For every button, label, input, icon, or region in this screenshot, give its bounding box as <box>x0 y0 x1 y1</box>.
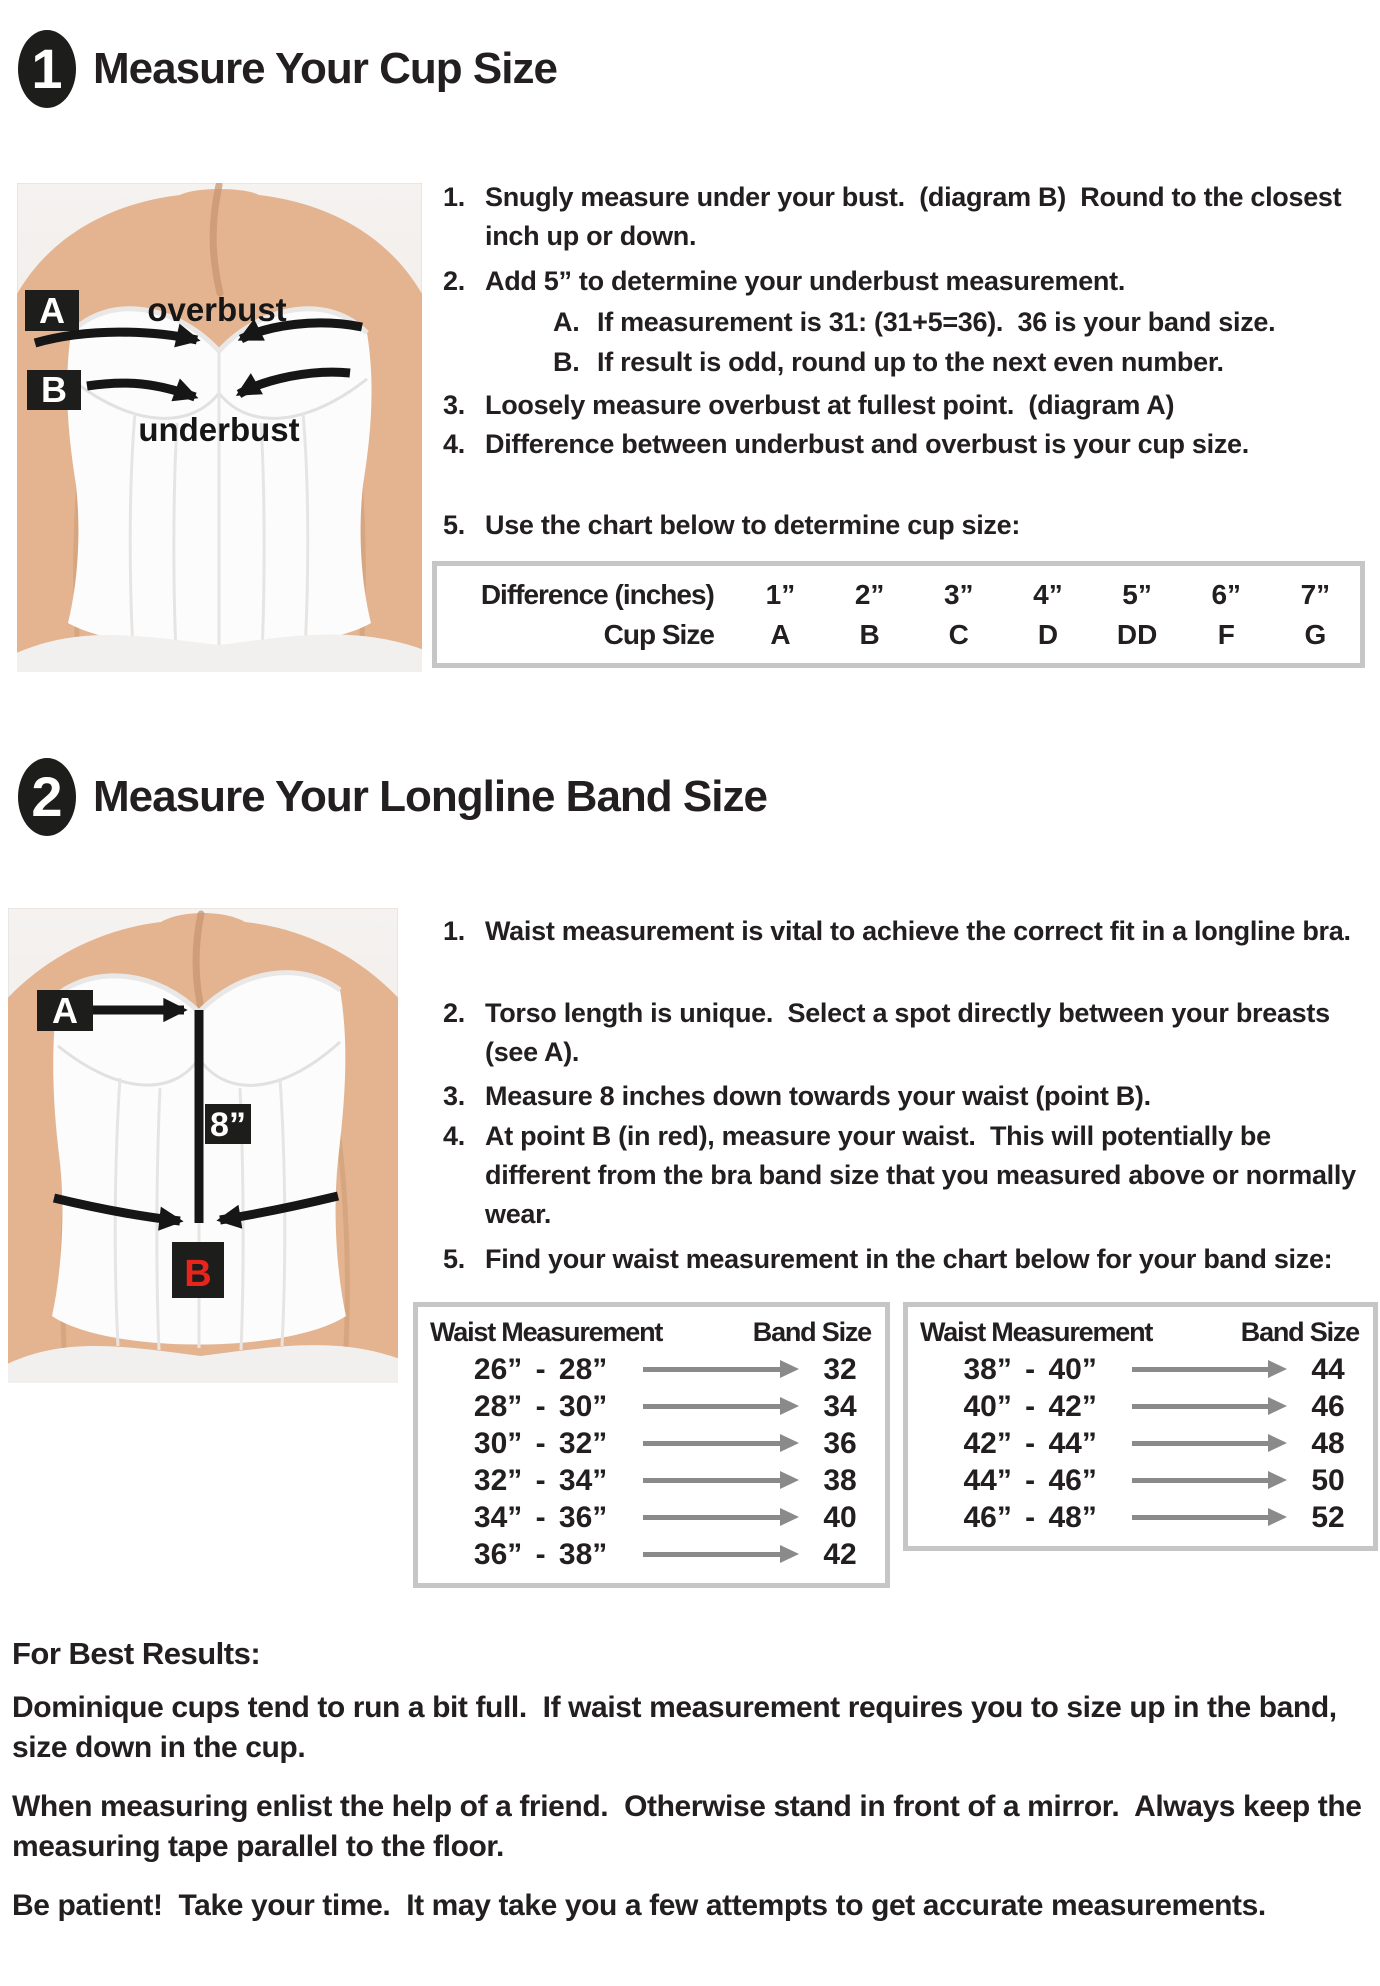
cup-size-value: A <box>770 618 791 650</box>
section2-heading <box>18 758 767 836</box>
band-size-value: 34 <box>823 1389 857 1423</box>
band-size-value: 44 <box>1311 1352 1345 1386</box>
band-chart-row <box>908 1462 1373 1499</box>
range-arrow-icon <box>643 1478 781 1483</box>
cup-step-3 <box>443 386 1378 425</box>
band-chart-row <box>418 1499 885 1536</box>
band-size-value: 48 <box>1311 1426 1345 1460</box>
cup-diagram-illustration <box>17 183 422 672</box>
step-text: Torso length is unique. Select a spot directly between your breasts (see A). <box>485 998 1345 1067</box>
step-text: If measurement is 31: (31+5=36). 36 is your band size. <box>597 307 1276 337</box>
range-arrow-icon <box>643 1441 781 1446</box>
waist-range: 32” - 34” <box>473 1463 608 1497</box>
band-chart-row <box>418 1388 885 1425</box>
band-chart-row <box>418 1351 885 1388</box>
cup-size-row-label: Cup Size <box>603 618 714 650</box>
difference-value: 2” <box>854 578 885 610</box>
cup-size-value: G <box>1304 618 1327 650</box>
band-size-value: 50 <box>1311 1463 1345 1497</box>
band-size-value: 38 <box>823 1463 857 1497</box>
step-text: Add 5” to determine your underbust measurement. <box>485 266 1126 296</box>
best-results-section <box>12 1636 1370 1926</box>
difference-value: 7” <box>1300 578 1331 610</box>
band-header: Band Size <box>752 1317 871 1347</box>
waist-range: 38” - 40” <box>963 1352 1097 1386</box>
band-chart-row <box>908 1425 1373 1462</box>
band-header: Band Size <box>1240 1317 1359 1347</box>
waist-range: 30” - 32” <box>473 1426 608 1460</box>
waist-range: 34” - 36” <box>473 1500 608 1534</box>
step-number: 1. <box>443 916 465 946</box>
chart-header <box>908 1313 1373 1351</box>
cup-step-1 <box>443 178 1378 256</box>
waist-range: 26” - 28” <box>473 1352 608 1386</box>
band-size-chart-right <box>903 1302 1378 1551</box>
step-text: Use the chart below to determine cup size: <box>485 510 1021 540</box>
range-arrow-icon <box>1132 1367 1269 1372</box>
band-step-3 <box>443 1077 1380 1116</box>
band-measurement-photo <box>8 908 398 1383</box>
range-arrow-icon <box>1132 1478 1269 1483</box>
band-chart-row <box>418 1462 885 1499</box>
overbust-label: overbust <box>147 291 287 328</box>
chart-header <box>418 1313 885 1351</box>
difference-value: 5” <box>1122 578 1152 610</box>
cup-size-chart <box>432 561 1365 668</box>
band-step-2 <box>443 994 1380 1072</box>
cup-size-value: D <box>1037 618 1059 650</box>
waist-range: 40” - 42” <box>963 1389 1097 1423</box>
band-size-chart-left <box>413 1302 890 1588</box>
waist-range: 36” - 38” <box>473 1537 608 1571</box>
section1-title: Measure Your Cup Size <box>93 44 557 93</box>
cup-measurement-photo <box>17 183 422 672</box>
underbust-label: underbust <box>138 411 300 448</box>
difference-row-label: Difference (inches) <box>480 578 714 610</box>
step-number: 2. <box>443 266 465 296</box>
cup-size-value: DD <box>1116 618 1158 650</box>
label-b: B <box>41 369 67 410</box>
note-paragraph: Be patient! Take your time. It may take you a few attempts to get accurate measurements. <box>12 1889 1266 1922</box>
cup-step-2b <box>553 343 1378 382</box>
band-chart-row <box>418 1425 885 1462</box>
label-b-red: B <box>184 1253 212 1295</box>
step-number: A. <box>553 307 580 337</box>
band-size-value: 46 <box>1311 1389 1345 1423</box>
difference-value: 4” <box>1033 578 1063 610</box>
cup-size-row <box>437 619 1360 651</box>
step-number: 4. <box>443 1121 465 1151</box>
waist-header: Waist Measurement <box>920 1317 1153 1347</box>
label-a: A <box>39 290 65 331</box>
step-number: B. <box>553 347 580 377</box>
band-size-value: 40 <box>823 1500 857 1534</box>
step-text: Difference between underbust and overbust is your cup size. <box>485 429 1249 459</box>
range-arrow-icon <box>643 1404 781 1409</box>
best-results-title: For Best Results: <box>12 1636 261 1671</box>
band-chart-row <box>908 1499 1373 1536</box>
waist-range: 44” - 46” <box>963 1463 1097 1497</box>
band-size-value: 42 <box>823 1537 857 1571</box>
step-text: At point B (in red), measure your waist. This will potentially be different from the bra band size that you measured above or normally wear. <box>485 1121 1363 1229</box>
step-number: 3. <box>443 1081 465 1111</box>
range-arrow-icon <box>1132 1515 1269 1520</box>
note-paragraph: When measuring enlist the help of a friend. Otherwise stand in front of a mirror. Always keep the measuring tape parallel to the floor. <box>12 1790 1370 1863</box>
section1-heading <box>18 30 557 108</box>
step-number: 4. <box>443 429 465 459</box>
cup-step-5 <box>443 506 1378 545</box>
note-paragraph: Dominique cups tend to run a bit full. If waist measurement requires you to size up in the band, size down in the cup. <box>12 1691 1345 1764</box>
range-arrow-icon <box>643 1515 781 1520</box>
step-number: 5. <box>443 1244 465 1274</box>
waist-range: 28” - 30” <box>473 1389 608 1423</box>
range-arrow-icon <box>643 1367 781 1372</box>
step-number: 3. <box>443 390 465 420</box>
band-size-value: 36 <box>823 1426 857 1460</box>
step-number: 1. <box>443 182 465 212</box>
step-text: Waist measurement is vital to achieve the correct fit in a longline bra. <box>485 916 1351 946</box>
cup-size-value: F <box>1217 618 1235 650</box>
step-text: If result is odd, round up to the next even number. <box>597 347 1224 377</box>
band-step-5 <box>443 1240 1380 1279</box>
band-step-1 <box>443 912 1380 951</box>
waist-header: Waist Measurement <box>430 1317 663 1347</box>
waist-range: 42” - 44” <box>963 1426 1097 1460</box>
band-size-value: 52 <box>1311 1500 1345 1534</box>
step-text: Measure 8 inches down towards your waist (point B). <box>485 1081 1151 1111</box>
section2-number-badge: 2 <box>18 758 76 836</box>
band-size-value: 32 <box>823 1352 857 1386</box>
range-arrow-icon <box>1132 1441 1269 1446</box>
band-chart-row <box>908 1351 1373 1388</box>
cup-size-value: C <box>948 618 969 650</box>
range-arrow-icon <box>643 1552 781 1557</box>
waist-range: 46” - 48” <box>963 1500 1097 1534</box>
difference-value: 6” <box>1211 578 1242 610</box>
difference-value: 3” <box>943 578 974 610</box>
step-text: Find your waist measurement in the chart below for your band size: <box>485 1244 1333 1274</box>
range-arrow-icon <box>1132 1404 1269 1409</box>
difference-row <box>437 579 1360 611</box>
band-chart-row <box>418 1536 885 1573</box>
cup-step-4 <box>443 425 1378 464</box>
cup-step-2a <box>553 303 1378 342</box>
band-step-4 <box>443 1117 1380 1234</box>
depth-label: 8” <box>210 1106 246 1144</box>
step-number: 2. <box>443 998 465 1028</box>
cup-size-value: B <box>859 618 880 650</box>
step-text: Snugly measure under your bust. (diagram B) Round to the closest inch up or down. <box>485 182 1349 251</box>
section2-title: Measure Your Longline Band Size <box>93 772 767 821</box>
label-a: A <box>52 990 78 1031</box>
difference-value: 1” <box>765 578 796 610</box>
step-number: 5. <box>443 510 465 540</box>
band-chart-row <box>908 1388 1373 1425</box>
section1-number-badge: 1 <box>18 30 76 108</box>
band-diagram-illustration <box>8 908 398 1383</box>
cup-step-2 <box>443 262 1378 301</box>
step-text: Loosely measure overbust at fullest point. (diagram A) <box>485 390 1175 420</box>
